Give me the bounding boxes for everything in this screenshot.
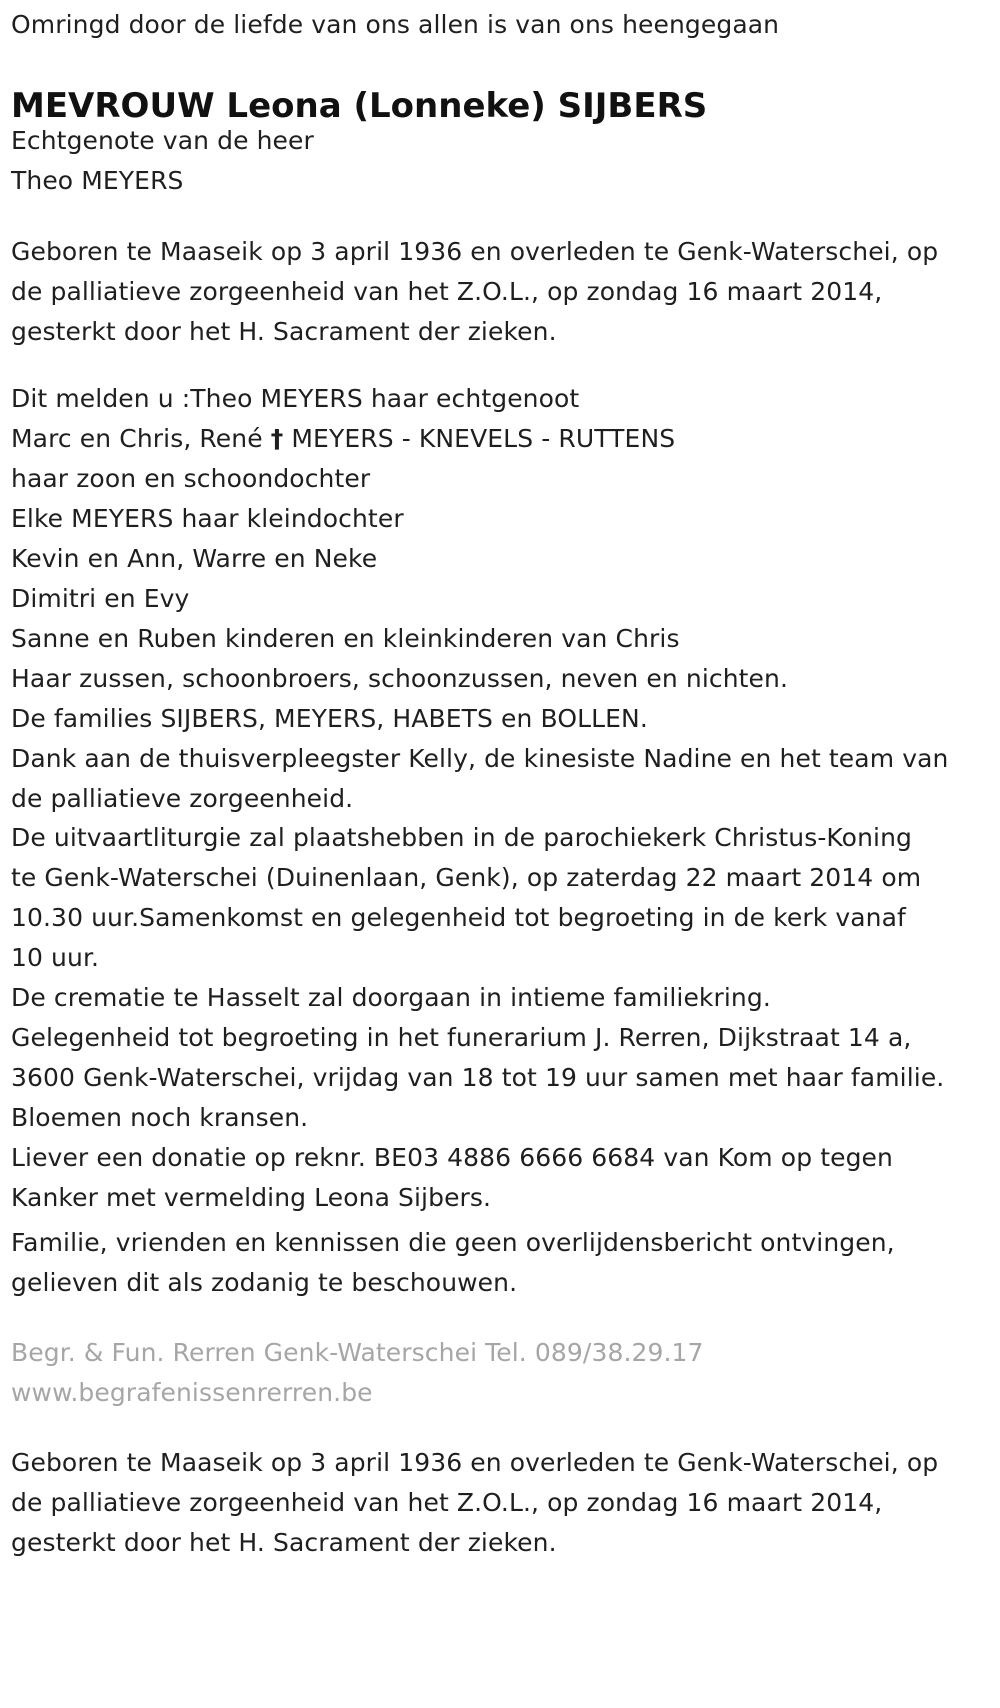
text-line: Familie, vrienden en kennissen die geen overlijdensbericht ontvingen, [11, 1228, 895, 1257]
text-line: de palliatieve zorgeenheid van het Z.O.L., op zondag 16 maart 2014, [11, 1488, 883, 1517]
text-line: haar zoon en schoondochter [11, 464, 371, 493]
notice-block [11, 1223, 895, 1303]
intro-text: Omringd door de liefde van ons allen is van ons heengegaan [11, 10, 780, 39]
text-line: 10.30 uur.Samenkomst en gelegenheid tot begroeting in de kerk vanaf [11, 903, 906, 932]
text-line: gesterkt door het H. Sacrament der zieken. [11, 317, 557, 346]
birth-death-repeat-block [11, 1443, 938, 1563]
text-line: Dit melden u :Theo MEYERS haar echtgenoot [11, 384, 580, 413]
text-line: Kevin en Ann, Warre en Neke [11, 544, 378, 573]
undertaker-line: Begr. & Fun. Rerren Genk-Waterschei Tel. 089/38.29.17 [11, 1338, 704, 1367]
text-line: Haar zussen, schoonbroers, schoonzussen, neven en nichten. [11, 664, 789, 693]
text-line: te Genk-Waterschei (Duinenlaan, Genk), op zaterdag 22 maart 2014 om [11, 863, 922, 892]
text-line: 3600 Genk-Waterschei, vrijdag van 18 tot 19 uur samen met haar familie. [11, 1063, 945, 1092]
text-line: Kanker met vermelding Leona Sijbers. [11, 1183, 492, 1212]
text-line: Elke MEYERS haar kleindochter [11, 504, 404, 533]
text-line: Dank aan de thuisverpleegster Kelly, de kinesiste Nadine en het team van [11, 744, 949, 773]
text-line: de palliatieve zorgeenheid. [11, 784, 354, 813]
text-line: Geboren te Maaseik op 3 april 1936 en overleden te Genk-Waterschei, op [11, 237, 939, 266]
text-line [11, 419, 948, 459]
text-line: 10 uur. [11, 943, 100, 972]
cross-icon: † [270, 424, 284, 453]
announcers-block [11, 379, 948, 819]
text-line: De uitvaartliturgie zal plaatshebben in de parochiekerk Christus-Koning [11, 823, 912, 852]
text-line: Liever een donatie op reknr. BE03 4886 6666 6684 van Kom op tegen [11, 1143, 893, 1172]
text-line: De families SIJBERS, MEYERS, HABETS en BOLLEN. [11, 704, 648, 733]
text-line: Bloemen noch kransen. [11, 1103, 309, 1132]
text-line: gelieven dit als zodanig te beschouwen. [11, 1268, 518, 1297]
spouse-block [11, 121, 314, 201]
spouse-line: Theo MEYERS [11, 166, 184, 195]
spouse-line: Echtgenote van de heer [11, 126, 314, 155]
text-segment: MEYERS - KNEVELS - RUTTENS [291, 424, 676, 453]
text-segment: Marc en Chris, René [11, 424, 263, 453]
funeral-block [11, 818, 944, 1218]
text-line: Gelegenheid tot begroeting in het funerarium J. Rerren, Dijkstraat 14 a, [11, 1023, 912, 1052]
undertaker-block [11, 1333, 704, 1413]
undertaker-website: www.begrafenissenrerren.be [11, 1378, 373, 1407]
birth-death-block [11, 232, 938, 352]
text-line: gesterkt door het H. Sacrament der zieken. [11, 1528, 557, 1557]
deceased-name: MEVROUW Leona (Lonneke) SIJBERS [11, 86, 708, 126]
text-line: Geboren te Maaseik op 3 april 1936 en overleden te Genk-Waterschei, op [11, 1448, 939, 1477]
text-line: Sanne en Ruben kinderen en kleinkinderen van Chris [11, 624, 680, 653]
text-line: Dimitri en Evy [11, 584, 190, 613]
text-line: De crematie te Hasselt zal doorgaan in intieme familiekring. [11, 983, 771, 1012]
text-line: de palliatieve zorgeenheid van het Z.O.L., op zondag 16 maart 2014, [11, 277, 883, 306]
